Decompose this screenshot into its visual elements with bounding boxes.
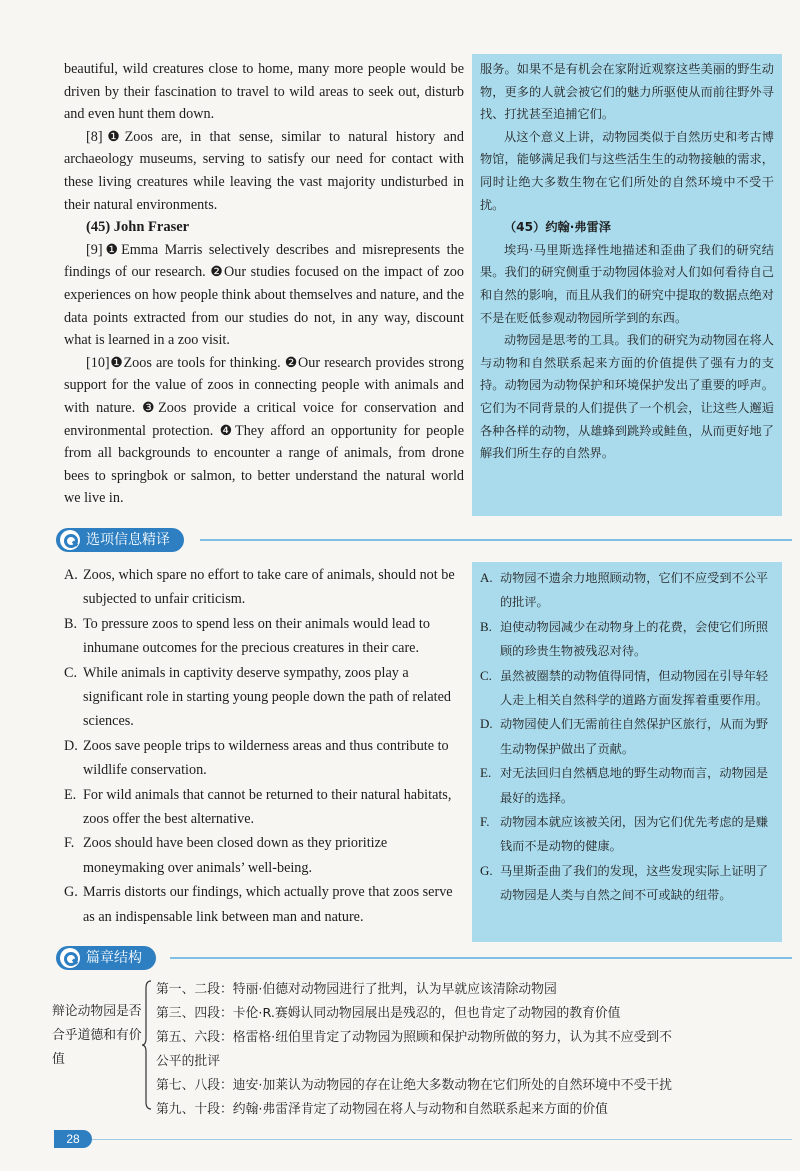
option-text: 动物园本就应该被关闭，因为它们优先考虑的是赚钱而不是动物的健康。 — [500, 815, 769, 854]
option-zh-item — [480, 615, 774, 664]
option-en-item — [64, 734, 464, 783]
option-zh-item — [480, 859, 774, 908]
structure-item-label: 第九、十段： — [156, 1102, 233, 1117]
translation-paragraph-9: 埃玛·马里斯选择性地描述和歪曲了我们的研究结果。我们的研究侧重于动物园体验对人们如何看待自己和自然的影响，而且从我们的研究中提取的数据点绝对不是在贬低参观动物园所学到的东西。 — [480, 242, 774, 325]
option-letter: F. — [64, 835, 75, 852]
option-text: 马里斯歪曲了我们的发现，这些发现实际上证明了动物园是人类与自然之间不可或缺的纽带。 — [500, 863, 769, 903]
structure-item — [156, 1026, 776, 1050]
structure-topic-text: 辩论动物园是否合乎道德和有价值 — [52, 1004, 142, 1067]
structure-topic — [52, 1000, 142, 1072]
structure-item-continuation: 公平的批评 — [156, 1054, 220, 1069]
section-title-options-label: 选项信息精译 — [86, 532, 170, 548]
option-text: 动物园使人们无需前往自然保护区旅行，从而为野生动物保护做出了贡献。 — [500, 717, 769, 756]
structure-items — [156, 978, 776, 1122]
options-list-zh — [472, 562, 782, 942]
option-en-item — [64, 563, 464, 612]
option-text: Zoos should have been closed down as they prioritize moneymaking over animals’ well-being. — [83, 835, 388, 876]
option-text: 迫使动物园减少在动物身上的花费，会使它们所照顾的珍贵生物被残忍对待。 — [500, 619, 769, 659]
option-text: Marris distorts our findings, which actually prove that zoos serve as an indispensable link between man and nature. — [83, 884, 453, 925]
option-text: Zoos, which spare no effort to take care of animals, should not be subjected to unfair criticism. — [83, 567, 455, 608]
passage-heading-45: (45) John Fraser — [86, 219, 190, 236]
footer-rule — [92, 1139, 792, 1140]
option-text: Zoos save people trips to wilderness areas and thus contribute to wildlife conservation. — [83, 737, 449, 779]
divider — [200, 539, 792, 541]
section-title-structure-label: 篇章结构 — [86, 950, 142, 966]
option-text: For wild animals that cannot be returned to their natural habitats, zoos offer the best alternative. — [83, 786, 452, 828]
option-letter: F. — [480, 814, 490, 830]
structure-item-text: 迪安·加莱认为动物园的存在让绝大多数动物在它们所处的自然环境中不受干扰 — [232, 1078, 672, 1093]
option-letter: E. — [480, 765, 492, 781]
option-text: To pressure zoos to spend less on their animals would lead to inhumane outcomes for the precious creatures in their care. — [83, 615, 430, 657]
structure-item-label: 第七、八段： — [156, 1078, 233, 1093]
section-title-options — [56, 528, 184, 552]
option-text: While animals in captivity deserve sympathy, zoos play a significant role in starting young people down the path of related sciences. — [83, 664, 451, 730]
option-letter: C. — [64, 664, 78, 681]
option-en-item — [64, 880, 464, 929]
option-letter: D. — [64, 737, 78, 754]
structure-item-text: 特丽·伯德对动物园进行了批判，认为早就应该清除动物园 — [232, 982, 557, 997]
option-text: 动物园不遗余力地照顾动物，它们不应受到不公平的批评。 — [500, 571, 769, 610]
magnifier-icon — [60, 948, 80, 968]
magnifier-icon — [60, 530, 80, 550]
brace-icon — [142, 980, 152, 1110]
option-letter: G. — [480, 862, 493, 878]
translation-paragraph-intro: 服务。如果不是有机会在家附近观察这些美丽的野生动物，更多的人就会被它们的魅力所驱使从而前往野外寻找、打扰甚至追捕它们。 — [480, 62, 774, 122]
structure-item-text: 格雷格·纽伯里肯定了动物园为照顾和保护动物所做的努力，认为其不应受到不 — [232, 1030, 672, 1045]
option-en-item — [64, 831, 464, 880]
option-letter: B. — [480, 618, 492, 634]
option-en-item — [64, 783, 464, 832]
option-zh-item — [480, 566, 774, 615]
translation-paragraph-10: 动物园是思考的工具。我们的研究为动物园在将人与动物和自然联系起来方面的价值提供了强有力的支持。动物园为动物保护和环境保护发出了重要的呼声。它们为不同背景的人们提供了一个机会，让这些人邂逅各种各样的动物，从雄蜂到跳羚或鲑鱼，从而更好地了解我们所生存的自然界。 — [480, 333, 774, 461]
option-letter: E. — [64, 786, 77, 803]
structure-item-label: 第三、四段： — [156, 1006, 233, 1021]
divider — [170, 957, 792, 959]
page-number: 28 — [54, 1130, 92, 1148]
option-en-item — [64, 661, 464, 734]
option-letter: B. — [64, 615, 78, 632]
option-letter: A. — [480, 570, 493, 585]
option-text: 虽然被圈禁的动物值得同情，但动物园在引导年轻人走上相关自然科学的道路方面发挥着重要作用。 — [500, 668, 769, 708]
passage-paragraph-10: [10]❶Zoos are tools for thinking. ❷Our research provides strong support for the value of zoos in connecting people with animals and with nature. ❸Zoos provide a critical voice for conservation and environmental protection. ❹They afford an opportunity for people from all backgrounds to encounter a range of animals, from drone bees to springbok or salmon, to better understand the natural world we live in. — [64, 354, 464, 507]
translation-heading-45: （45）约翰·弗雷泽 — [504, 220, 611, 235]
option-letter: G. — [64, 884, 78, 901]
translation-paragraph-8: 从这个意义上讲，动物园类似于自然历史和考古博物馆，能够满足我们与这些活生生的动物接触的需求，同时让绝大多数生物在它们所处的自然环境中不受干扰。 — [480, 129, 774, 212]
structure-item — [156, 1074, 776, 1098]
section-title-structure — [56, 946, 156, 970]
option-zh-item — [480, 761, 774, 810]
option-letter: A. — [64, 567, 78, 583]
english-passage — [64, 58, 464, 510]
option-zh-item — [480, 712, 774, 761]
option-letter: C. — [480, 667, 492, 683]
passage-paragraph-8: [8]❶Zoos are, in that sense, similar to natural history and archaeology museums, serving to satisfy our need for contact with these living creatures while leaving the vast majority undisturbed in their natural environments. — [64, 128, 464, 213]
structure-item-label: 第五、六段： — [156, 1030, 233, 1045]
option-letter: D. — [480, 716, 493, 732]
structure-item — [156, 978, 776, 1002]
passage-paragraph-9: [9]❶Emma Marris selectively describes and misrepresents the findings of our research. ❷Our studies focused on the impact of zoo experiences on how people think about themselves and nature, and the data points extracted from our studies do not, in any way, discount what is learned in a zoo visit. — [64, 241, 464, 349]
option-text: 对无法回归自然栖息地的野生动物而言，动物园是最好的选择。 — [500, 766, 769, 805]
option-zh-item — [480, 810, 774, 859]
option-zh-item — [480, 664, 774, 713]
structure-item — [156, 1002, 776, 1026]
structure-item-label: 第一、二段： — [156, 982, 233, 997]
structure-item-text: 约翰·弗雷泽肯定了动物园在将人与动物和自然联系起来方面的价值 — [232, 1102, 608, 1117]
structure-item — [156, 1098, 776, 1122]
translation-box — [472, 54, 782, 516]
structure-item-text: 卡伦·R.赛姆认同动物园展出是残忍的，但也肯定了动物园的教育价值 — [232, 1006, 621, 1021]
option-en-item — [64, 612, 464, 661]
passage-paragraph-intro: beautiful, wild creatures close to home, many more people would be driven by their fascination to travel to wild areas to seek out, disturb and even hunt them down. — [64, 61, 464, 123]
options-list-en — [64, 563, 464, 929]
